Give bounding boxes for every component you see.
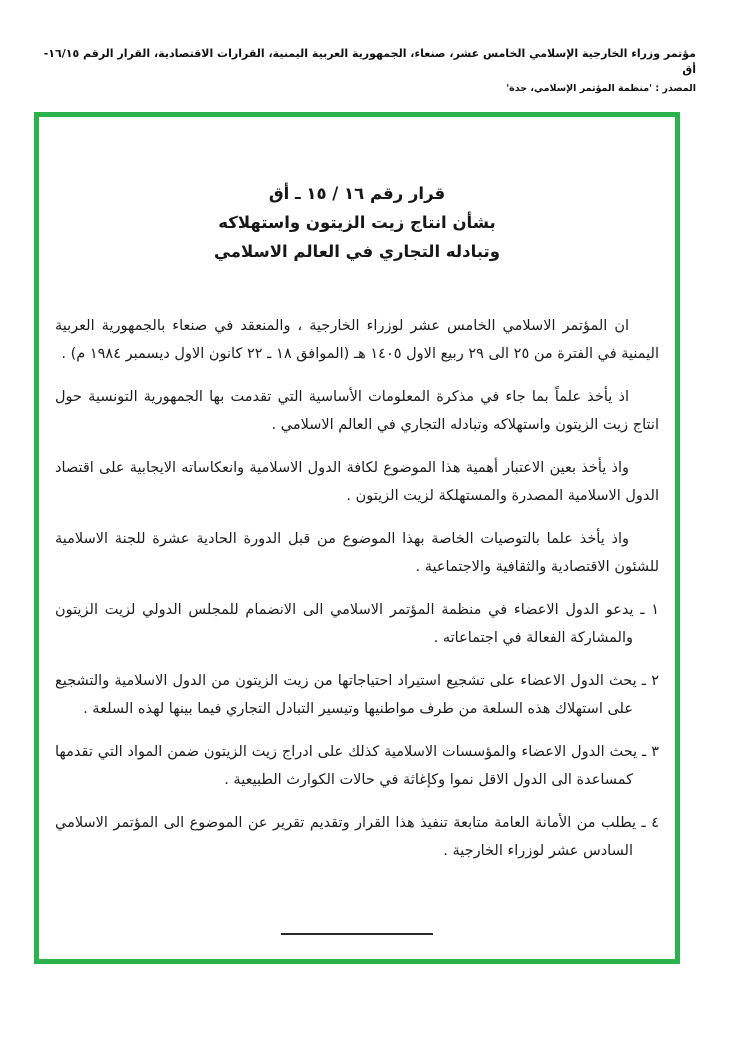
document-header <box>40 46 696 95</box>
header-source: المصدر : 'منظمة المؤتمر الإسلامي، جدة' <box>506 82 696 94</box>
operative-item: ٢ ـ يحث الدول الاعضاء على تشجيع استيراد احتياجاتها من زيت الزيتون من الدول الاسلامية والتشجيع على استهلاك هذه السلعة من طرف مواطنيها وتيسير التبادل التجاري فيما بينها لهذه السلعة . <box>55 673 659 717</box>
preamble-paragraph: ان المؤتمر الاسلامي الخامس عشر لوزراء الخارجية ، والمنعقد في صنعاء بالجمهورية العربية اليمنية في الفترة من ٢٥ الى ٢٩ ربيع الاول ١٤٠٥ هـ (الموافق ١٨ ـ ٢٢ كانون الاول ديسمبر ١٩٨٤ م) . <box>55 318 659 362</box>
resolution-text <box>55 312 659 865</box>
resolution-title-line-2: بشأن انتاج زيت الزيتون واستهلاكه <box>218 213 496 232</box>
preamble-paragraph: اذ يأخذ علماً بما جاء في مذكرة المعلومات الأساسية التي تقدمت بها الجمهورية التونسية حول انتاج زيت الزيتون واستهلاكه وتبادله التجاري في العالم الاسلامي . <box>55 389 659 433</box>
resolution-title <box>170 179 544 266</box>
resolution-title-line-3: وتبادله التجاري في العالم الاسلامي <box>214 242 500 261</box>
preamble-paragraph: واذ يأخذ علما بالتوصيات الخاصة بهذا الموضوع من قبل الدورة الحادية عشرة للجنة الاسلامية للشئون الاقتصادية والثقافية والاجتماعية . <box>55 531 659 575</box>
operative-item: ٣ ـ يحث الدول الاعضاء والمؤسسات الاسلامية كذلك على ادراج زيت الزيتون ضمن المواد التي تقدمها كمساعدة الى الدول الاقل نموا وكإغاثة في حالات الكوارث الطبيعية . <box>55 744 659 788</box>
preamble-paragraph: واذ يأخذ بعين الاعتبار أهمية هذا الموضوع لكافة الدول الاسلامية وانعكاساته الايجابية على اقتصاد الدول الاسلامية المصدرة والمستهلكة لزيت الزيتون . <box>55 460 659 504</box>
document-border-frame <box>34 112 680 964</box>
footer-divider-line <box>281 933 433 935</box>
document-body <box>39 117 675 959</box>
operative-item: ٤ ـ يطلب من الأمانة العامة متابعة تنفيذ هذا القرار وتقديم تقرير عن الموضوع الى المؤتمر الاسلامي السادس عشر لوزراء الخارجية . <box>55 815 659 859</box>
resolution-title-line-1: قرار رقم ١٦ / ١٥ ـ أق <box>268 184 446 203</box>
operative-item: ١ ـ يدعو الدول الاعضاء في منظمة المؤتمر الاسلامي الى الانضمام للمجلس الدولي لزيت الزيتون والمشاركة الفعالة في اجتماعاته . <box>55 602 659 646</box>
header-citation: مؤتمر وزراء الخارجية الإسلامي الخامس عشر، صنعاء، الجمهورية العربية اليمنية، القرارات الاقتصادية، القرار الرقم ١٦/١٥-أق <box>43 47 696 76</box>
